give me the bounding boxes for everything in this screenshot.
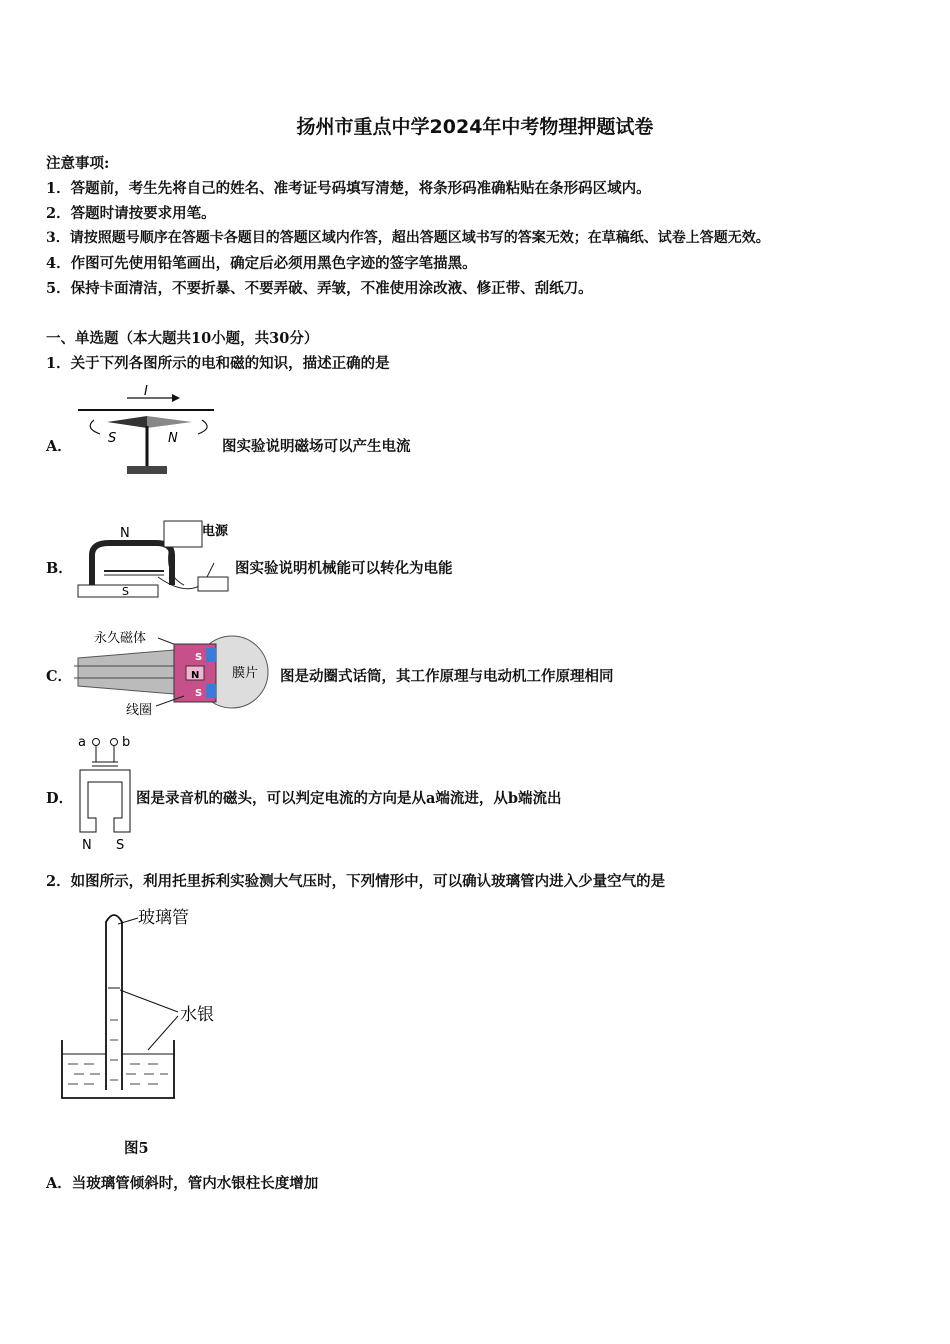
page-title: 扬州市重点中学2024年中考物理押题试卷 — [296, 116, 654, 138]
q2-option-a: A．当玻璃管倾斜时，管内水银柱长度增加 — [46, 1175, 319, 1192]
terminal-a-label: a — [78, 735, 86, 750]
figure-caption: 图5 — [124, 1140, 149, 1157]
q1-stem: 1．关于下列各图所示的电和磁的知识，描述正确的是 — [46, 355, 390, 372]
terminal-b-label: b — [122, 735, 131, 750]
q1-option-a-letter: A． — [46, 438, 72, 455]
magnet-n-center: N — [191, 670, 200, 681]
notice-item-2: 2．答题时请按要求用笔。 — [46, 205, 216, 222]
section-heading: 一、单选题（本大题共10小题，共30分） — [46, 330, 319, 347]
magnet-north-label: N — [120, 526, 130, 541]
diaphragm-label: 膜片 — [232, 666, 259, 681]
head-south-label: S — [116, 838, 125, 853]
q1-option-d-letter: D． — [46, 790, 74, 807]
magnet-s-bottom: S — [195, 688, 203, 699]
pole-block-bottom — [206, 684, 216, 698]
south-pole-label: S — [108, 431, 117, 446]
notice-item-4: 4．作图可先使用铅笔画出，确定后必须用黑色字迹的签字笔描黑。 — [46, 255, 477, 272]
torricelli-experiment-figure — [56, 900, 236, 1105]
notice-item-1: 1．答题前，考生先将自己的姓名、准考证号码填写清楚，将条形码准确粘贴在条形码区域内。 — [46, 180, 651, 197]
moving-coil-microphone-figure — [74, 626, 274, 721]
mercury-label: 水银 — [180, 1005, 214, 1025]
notice-item-3: 3．请按照题号顺序在答题卡各题目的答题区域内作答，超出答题区域书写的答案无效；在草稿纸、试卷上答题无效。 — [46, 230, 770, 246]
coil-label: 线圈 — [126, 703, 153, 718]
head-north-label: N — [82, 838, 92, 853]
magnet-south-label: S — [122, 585, 129, 598]
generator-experiment-figure — [74, 515, 236, 603]
q1-option-a-text: 图实验说明磁场可以产生电流 — [222, 438, 411, 455]
pole-block-top — [206, 648, 216, 662]
north-pole-label: N — [168, 431, 178, 446]
q1-option-c-letter: C． — [46, 668, 73, 685]
notice-item-5: 5．保持卡面清洁，不要折暴、不要弄破、弄皱，不准使用涂改液、修正带、刮纸刀。 — [46, 280, 593, 297]
notice-heading: 注意事项: — [46, 155, 110, 172]
current-label: I — [144, 384, 148, 399]
q1-option-b-letter: B． — [46, 560, 73, 577]
q1-option-b-text: 图实验说明机械能可以转化为电能 — [235, 560, 453, 577]
permanent-magnet-label: 永久磁体 — [94, 631, 147, 646]
magnet-s-top: S — [195, 652, 203, 663]
q1-option-d-text: 图是录音机的磁头，可以判定电流的方向是从a端流进，从b端流出 — [136, 790, 562, 807]
q2-stem: 2．如图所示，利用托里拆利实验测大气压时，下列情形中，可以确认玻璃管内进入少量空气的是 — [46, 873, 666, 890]
oersted-experiment-figure — [72, 380, 222, 480]
glass-tube-label: 玻璃管 — [138, 908, 189, 928]
recording-head-figure — [74, 732, 140, 854]
q1-option-c-text: 图是动圈式话筒，其工作原理与电动机工作原理相同 — [280, 668, 614, 685]
power-supply-label: 电源 — [202, 524, 229, 539]
